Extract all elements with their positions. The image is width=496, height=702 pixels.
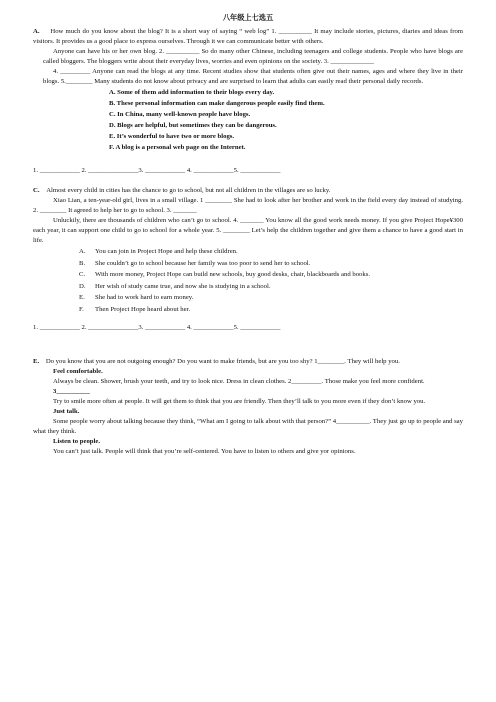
option-a: A. Some of them add information to their blogs every day. [109,89,275,96]
option-f: F. Then Project Hope heard about her. [79,305,191,313]
section-c-label: C. [33,187,40,194]
section-a-label: A. [33,28,40,35]
page-title: 八年级上七选五 [222,14,274,22]
option-c: C. With more money, Project Hope can build new schools, buy good desks, chair, blackboards and books. [79,271,371,278]
section-e-paragraph-3: Try to smile more often at people. It will get them to think that you are friendly. Then they’ll talk to you more even if they don’t know you. [53,398,426,405]
section-a-options [109,87,463,153]
option-a: A. You can join in Project Hope and help these children. [79,248,238,255]
option-d: D. Blogs are helpful, but sometimes they can be dangerous. [109,122,277,129]
section-a-paragraph-3: 4. _________ Anyone can read the blogs at any time. Recent studies show that students often give out their names, ages and where they live in their blogs. 5.________ Many students do not know about privacy and are surprised to learn that adults can easily read their personal daily records. [43,68,463,85]
section-c-paragraph-1: C. Almost every child in cities has the chance to go to school, but not all children in the villages are so lucky. [33,187,331,194]
option-b: B. These personal information can make dangerous people easily find them. [109,100,325,107]
section-a-paragraph-1: A. How much do you know about the blog? It is a short way of saying “ web log” 1. __________ It may include stories, pictures, diaries and ideas from visitors. It provides us a good place to express ourselves. Through it we can communicate better with others. [33,28,463,45]
option-c: C. In China, many well-known people have blogs. [109,111,251,118]
option-e: E. It’s wonderful to have two or more blogs. [109,133,235,140]
section-e-label: E. [33,358,40,365]
option-f: F. A blog is a personal web page on the Internet. [109,144,246,151]
section-e-heading-2: 3__________ [53,388,90,395]
section-e-heading-3: Just talk. [53,408,80,415]
worksheet-page [33,0,463,457]
section-c-answer-line: 1. ____________ 2. _______________3. ____________ 4. ____________5. ____________ [33,324,281,331]
section-a-paragraph-2: Anyone can have his or her own blog. 2. __________ So do many other Chinese, including teenagers and college students. People who have blogs are called bloggers. The bloggers write about their everyday lives, worries and even opinions on the society. 3. _____________ [43,48,463,65]
section-e-paragraph-1: E. Do you know that you are not outgoing enough? Do you want to make friends, but are you too shy? 1________. They will help you. [33,358,400,365]
section-e-heading-4: Listen to people. [53,438,100,445]
section-e-paragraph-5: You can’t just talk. People will think that you’re self-centered. You have to listen to others and give yor opinions. [53,448,356,455]
section-c-paragraph-2: Xiao Lian, a ten-year-old girl, lives in a small village. 1 ________ She had to look after her brother and work in the field every day instead of studying. 2. ________ It agreed to help her to go to school. 3. _______ [33,197,463,214]
section-c-paragraph-3: Unluckily, there are thousands of children who can’t go to school. 4. _______ You know all the good work needs money. If you give Project Hope¥300 each year, it can support one child to go to school for a whole year. 5. ________ Let’s help the children together and give them a chance to have a good start in life. [33,217,463,244]
option-d: D. Her wish of study came true, and now she is studying in a school. [79,282,271,290]
section-a-answer-line: 1. ____________ 2. _______________3. ____________ 4. ____________5. ____________ [33,167,281,174]
option-e: E. She had to work hard to earn money. [79,294,194,301]
option-b: B. She couldn’t go to school because her family was too poor to send her to school. [79,259,311,267]
section-e-paragraph-2: Always be clean. Shower, brush your teeth, and try to look nice. Dress in clean clothes. 2_________. Those make you feel more confident. [53,378,425,385]
section-e-heading-1: Feel comfortable. [53,368,103,375]
section-e-paragraph-4: Some people worry about talking because they think, “What am I going to talk about with that person?” 4__________. They just go up to people and say what they think. [33,418,463,435]
section-c-options [79,246,463,315]
